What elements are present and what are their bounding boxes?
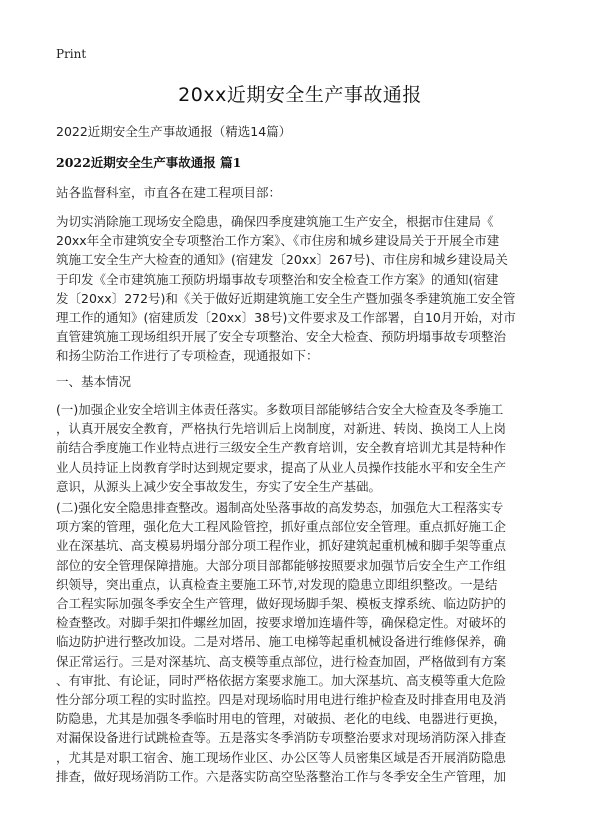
salutation: 站各监督科室，市直各在建工程项目部： xyxy=(56,185,282,200)
paragraph-line: 、有审批、有论证，同时严格依据方案要求施工。加大深基坑、高支模等重大危险 xyxy=(56,672,507,688)
paragraph-line: 于印发《全市建筑施工预防坍塌事故专项整治和安全检查工作方案》的通知(宿建 xyxy=(56,271,499,287)
paragraph-line: 理工作的通知》(宿建质发〔20xx〕38号)文件要求及工作部署，自10月开始，对市 xyxy=(56,310,516,326)
paragraph-line: (一)加强企业安全培训主体责任落实。多数项目部能够结合安全大检查及冬季施工 xyxy=(56,402,504,417)
subtitle: 2022近期安全生产事故通报（精选14篇） xyxy=(56,124,292,139)
paragraph-line: 防隐患，尤其是加强冬季临时用电的管理，对破损、老化的电线、电器进行更换， xyxy=(56,711,507,727)
paragraph-line: 业人员持证上岗教育学时达到规定要求，提高了从业人员操作技能水平和安全生产 xyxy=(56,459,507,475)
heading-basic-situation: 一、基本情况 xyxy=(56,374,132,389)
paragraph-line: 前结合季度施工作业特点进行三级安全生产教育培训，安全教育培训尤其是特种作 xyxy=(56,440,507,456)
paragraph-line: 检查整改。对脚手架扣件螺丝加固，按要求增加连墙件等，确保稳定性。对破坏的 xyxy=(56,615,507,631)
paragraph-training xyxy=(56,400,548,496)
page-title: 20xx近期安全生产事故通报 xyxy=(178,84,422,106)
paragraph-line: 临边防护进行整改加设。二是对塔吊、施工电梯等起重机械设备进行维修保养，确 xyxy=(56,634,507,650)
paragraph-line: 直管建筑施工现场组织开展了安全专项整治、安全大检查、预防坍塌事故专项整治 xyxy=(56,329,507,345)
paragraph-line: ，尤其是对职工宿舍、施工现场作业区、办公区等人员密集区域是否开展消防隐患 xyxy=(56,749,507,765)
paragraph-line: 意识，从源头上减少安全事故发生，夯实了安全生产基础。 xyxy=(56,478,382,494)
section-heading: 2022近期安全生产事故通报 篇1 xyxy=(56,155,242,170)
paragraph-line: 20xx年全市建筑安全专项整治工作方案》、《市住房和城乡建设局关于开展全市建 xyxy=(56,233,500,249)
paragraph-line: 发〔20xx〕272号)和《关于做好近期建筑施工安全生产暨加强冬季建筑施工安全管 xyxy=(56,290,516,306)
paragraph-line: 对漏保设备进行试跳检查等。五是落实冬季消防专项整治要求对现场消防深入排查 xyxy=(56,730,507,746)
paragraph-line: 排查，做好现场消防工作。六是落实防高空坠落整治工作与冬季安全生产管理，加 xyxy=(56,768,507,784)
paragraph-line: 为切实消除施工现场安全隐患，确保四季度建筑施工生产安全，根据市住建局《 xyxy=(56,214,494,229)
paragraph-line: (二)强化安全隐患排查整改。遏制高处坠落事故的高发势态，加强危大工程落实专 xyxy=(56,500,504,515)
paragraph-line: 业在深基坑、高支模易坍塌分部分项工程作业，抓好建筑起重机械和脚手架等重点 xyxy=(56,538,507,554)
paragraph-line: 合工程实际加强冬季安全生产管理，做好现场脚手架、模板支撑系统、临边防护的 xyxy=(56,596,507,612)
paragraph-line: 保正常运行。三是对深基坑、高支模等重点部位，进行检查加固，严格做到有方案 xyxy=(56,653,507,669)
paragraph-line: 项方案的管理，强化危大工程风险管控，抓好重点部位安全管理。重点抓好施工企 xyxy=(56,519,507,535)
paragraph-line: 筑施工安全生产大检查的通知》(宿建发〔20xx〕267号)、市住房和城乡建设局关 xyxy=(56,252,508,268)
print-label: Print xyxy=(56,47,87,61)
paragraph-line: 和扬尘防治工作进行了专项检查，现通报如下： xyxy=(56,348,319,364)
paragraph-line: ，认真开展安全教育，严格执行先培训后上岗制度，对新进、转岗、换岗工人上岗 xyxy=(56,421,507,437)
paragraph-intro xyxy=(56,212,548,366)
paragraph-line: 织领导，突出重点，认真检查主要施工环节,对发现的隐患立即组织整改。一是结 xyxy=(56,576,498,592)
paragraph-line: 性分部分项工程的实时监控。四是对现场临时用电进行维护检查及时排查用电及消 xyxy=(56,692,507,708)
paragraph-hazard-inspection xyxy=(56,498,548,786)
paragraph-line: 部位的安全管理保障措施。大部分项目部都能够按照要求加强节后安全生产工作组 xyxy=(56,557,507,573)
